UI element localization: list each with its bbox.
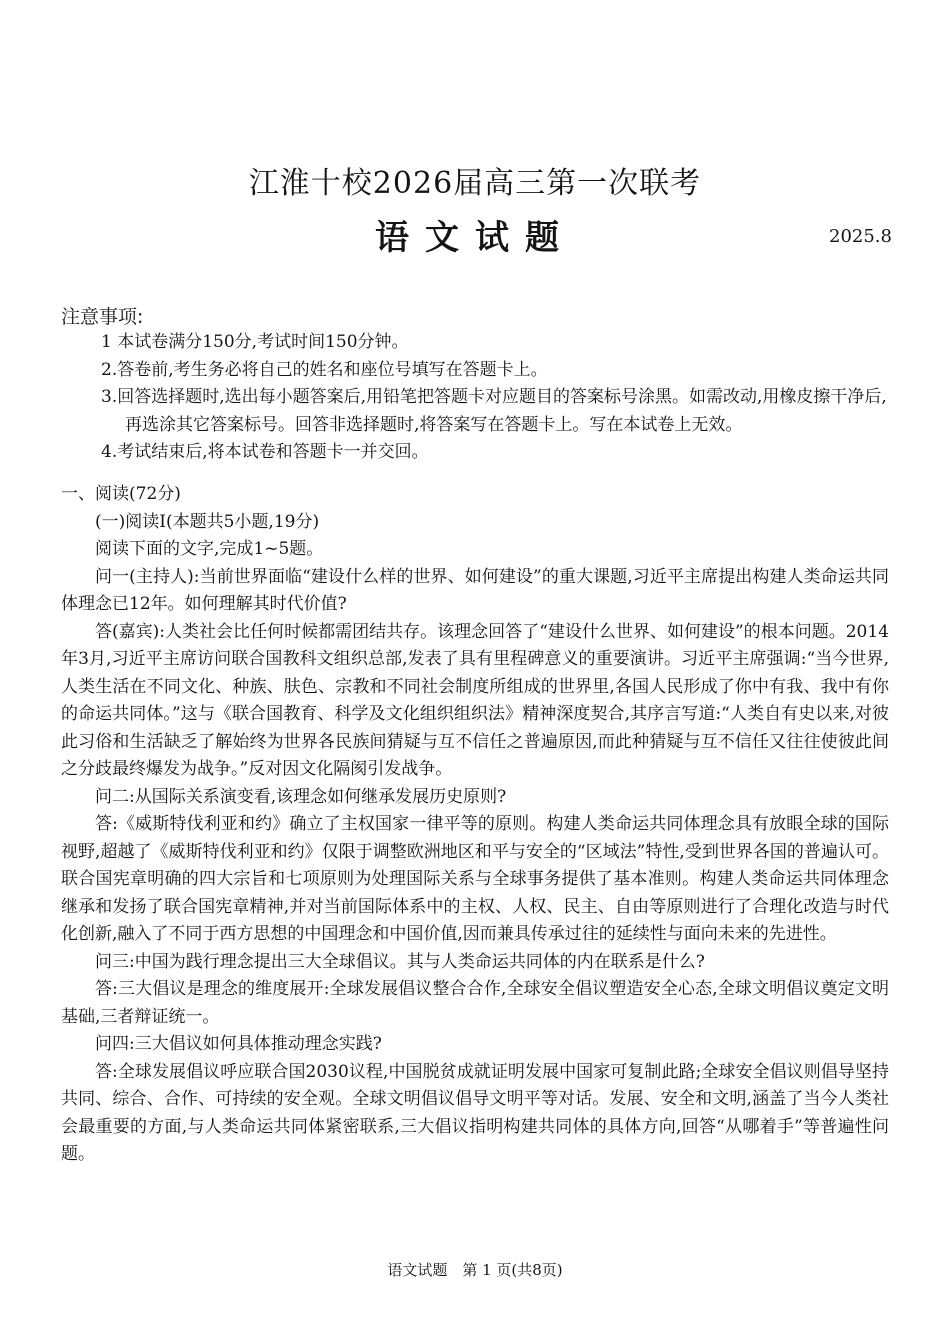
answer-2: 答:《威斯特伐利亚和约》确立了主权国家一律平等的原则。构建人类命运共同体理念具有放眼全球的国际视野,超越了《威斯特伐利亚和约》仅限于调整欧洲地区和平与安全的“区域法”特性,受到世界各国的普遍认可。联合国宪章明确的四大宗旨和七项原则为处理国际关系与全球事务提供了基本准则。构建人类命运共同体理念继承和发扬了联合国宪章精神,并对当前国际体系中的主权、人权、民主、自由等原则进行了合理化改造与时代化创新,融入了不同于西方思想的中国理念和中国价值,因而兼具传承过往的延续性与面向未来的先进性。 bbox=[61, 814, 889, 944]
notice-heading: 注意事项: bbox=[61, 306, 144, 328]
question-2: 问二:从国际关系演变看,该理念如何继承发展历史原则? bbox=[95, 786, 507, 807]
subject-title: 语文试题 bbox=[375, 218, 575, 258]
answer-4: 答:全球发展倡议呼应联合国2030议程,中国脱贫成就证明发展中国家可复制此路;全球安全倡议则倡导坚持共同、综合、合作、可持续的安全观。全球文明倡议倡导文明平等对话。发展、安全和文明,涵盖了当今人类社会最重要的方面,与人类命运共同体紧密联系,三大倡议指明构建共同体的具体方向,回答“从哪着手”等普遍性问题。 bbox=[61, 1061, 889, 1164]
question-1: 问一(主持人):当前世界面临“建设什么样的世界、如何建设”的重大课题,习近平主席提出构建人类命运共同体理念已12年。如何理解其时代价值? bbox=[61, 566, 889, 614]
question-4: 问四:三大倡议如何具体推动理念实践? bbox=[95, 1034, 382, 1054]
notice-item-1: 1 本试卷满分150分,考试时间150分钟。 bbox=[101, 332, 409, 352]
notice-item-4: 4.考试结束后,将本试卷和答题卡一并交回。 bbox=[101, 442, 429, 462]
exam-title: 江淮十校2026届高三第一次联考 bbox=[248, 166, 702, 201]
notice-item-3: 3.回答选择题时,选出每小题答案后,用铅笔把答题卡对应题目的答案标号涂黑。如需改动,用橡皮擦干净后,再选涂其它答案标号。回答非选择题时,将答案写在答题卡上。写在本试卷上无效。 bbox=[101, 387, 887, 435]
page-footer: 语文试题 第 1 页(共8页) bbox=[387, 1261, 563, 1279]
notice-list bbox=[61, 329, 889, 467]
reading-section bbox=[61, 481, 889, 1169]
answer-3: 答:三大倡议是理念的维度展开:全球发展倡议整合合作,全球安全倡议塑造安全心态,全球文明倡议奠定文明基础,三者辩证统一。 bbox=[61, 979, 889, 1027]
answer-1: 答(嘉宾):人类社会比任何时候都需团结共存。该理念回答了“建设什么世界、如何建设”的根本问题。2014年3月,习近平主席访问联合国教科文组织总部,发表了具有里程碑意义的重要演讲。习近平主席强调:“当今世界,人类生活在不同文化、种族、肤色、宗教和不同社会制度所组成的世界里,各国人民形成了你中有我、我中有你的命运共同体。”这与《联合国教育、科学及文化组织组织法》精神深度契合,其序言写道:“人类自有史以来,对彼此习俗和生活缺乏了解始终为世界各民族间猜疑与互不信任之普遍原因,而此种猜疑与互不信任又往往使彼此间之分歧最终爆发为战争。”反对因文化隔阂引发战争。 bbox=[61, 621, 889, 779]
exam-date: 2025.8 bbox=[829, 226, 892, 247]
section-heading: 一、阅读(72分) bbox=[61, 484, 181, 504]
part-heading: (一)阅读Ⅰ(本题共5小题,19分) bbox=[95, 511, 320, 532]
question-3: 问三:中国为践行理念提出三大全球倡议。其与人类命运共同体的内在联系是什么? bbox=[95, 951, 705, 972]
instruction: 阅读下面的文字,完成1~5题。 bbox=[95, 539, 324, 559]
notice-item-2: 2.答卷前,考生务必将自己的姓名和座位号填写在答题卡上。 bbox=[101, 359, 548, 380]
